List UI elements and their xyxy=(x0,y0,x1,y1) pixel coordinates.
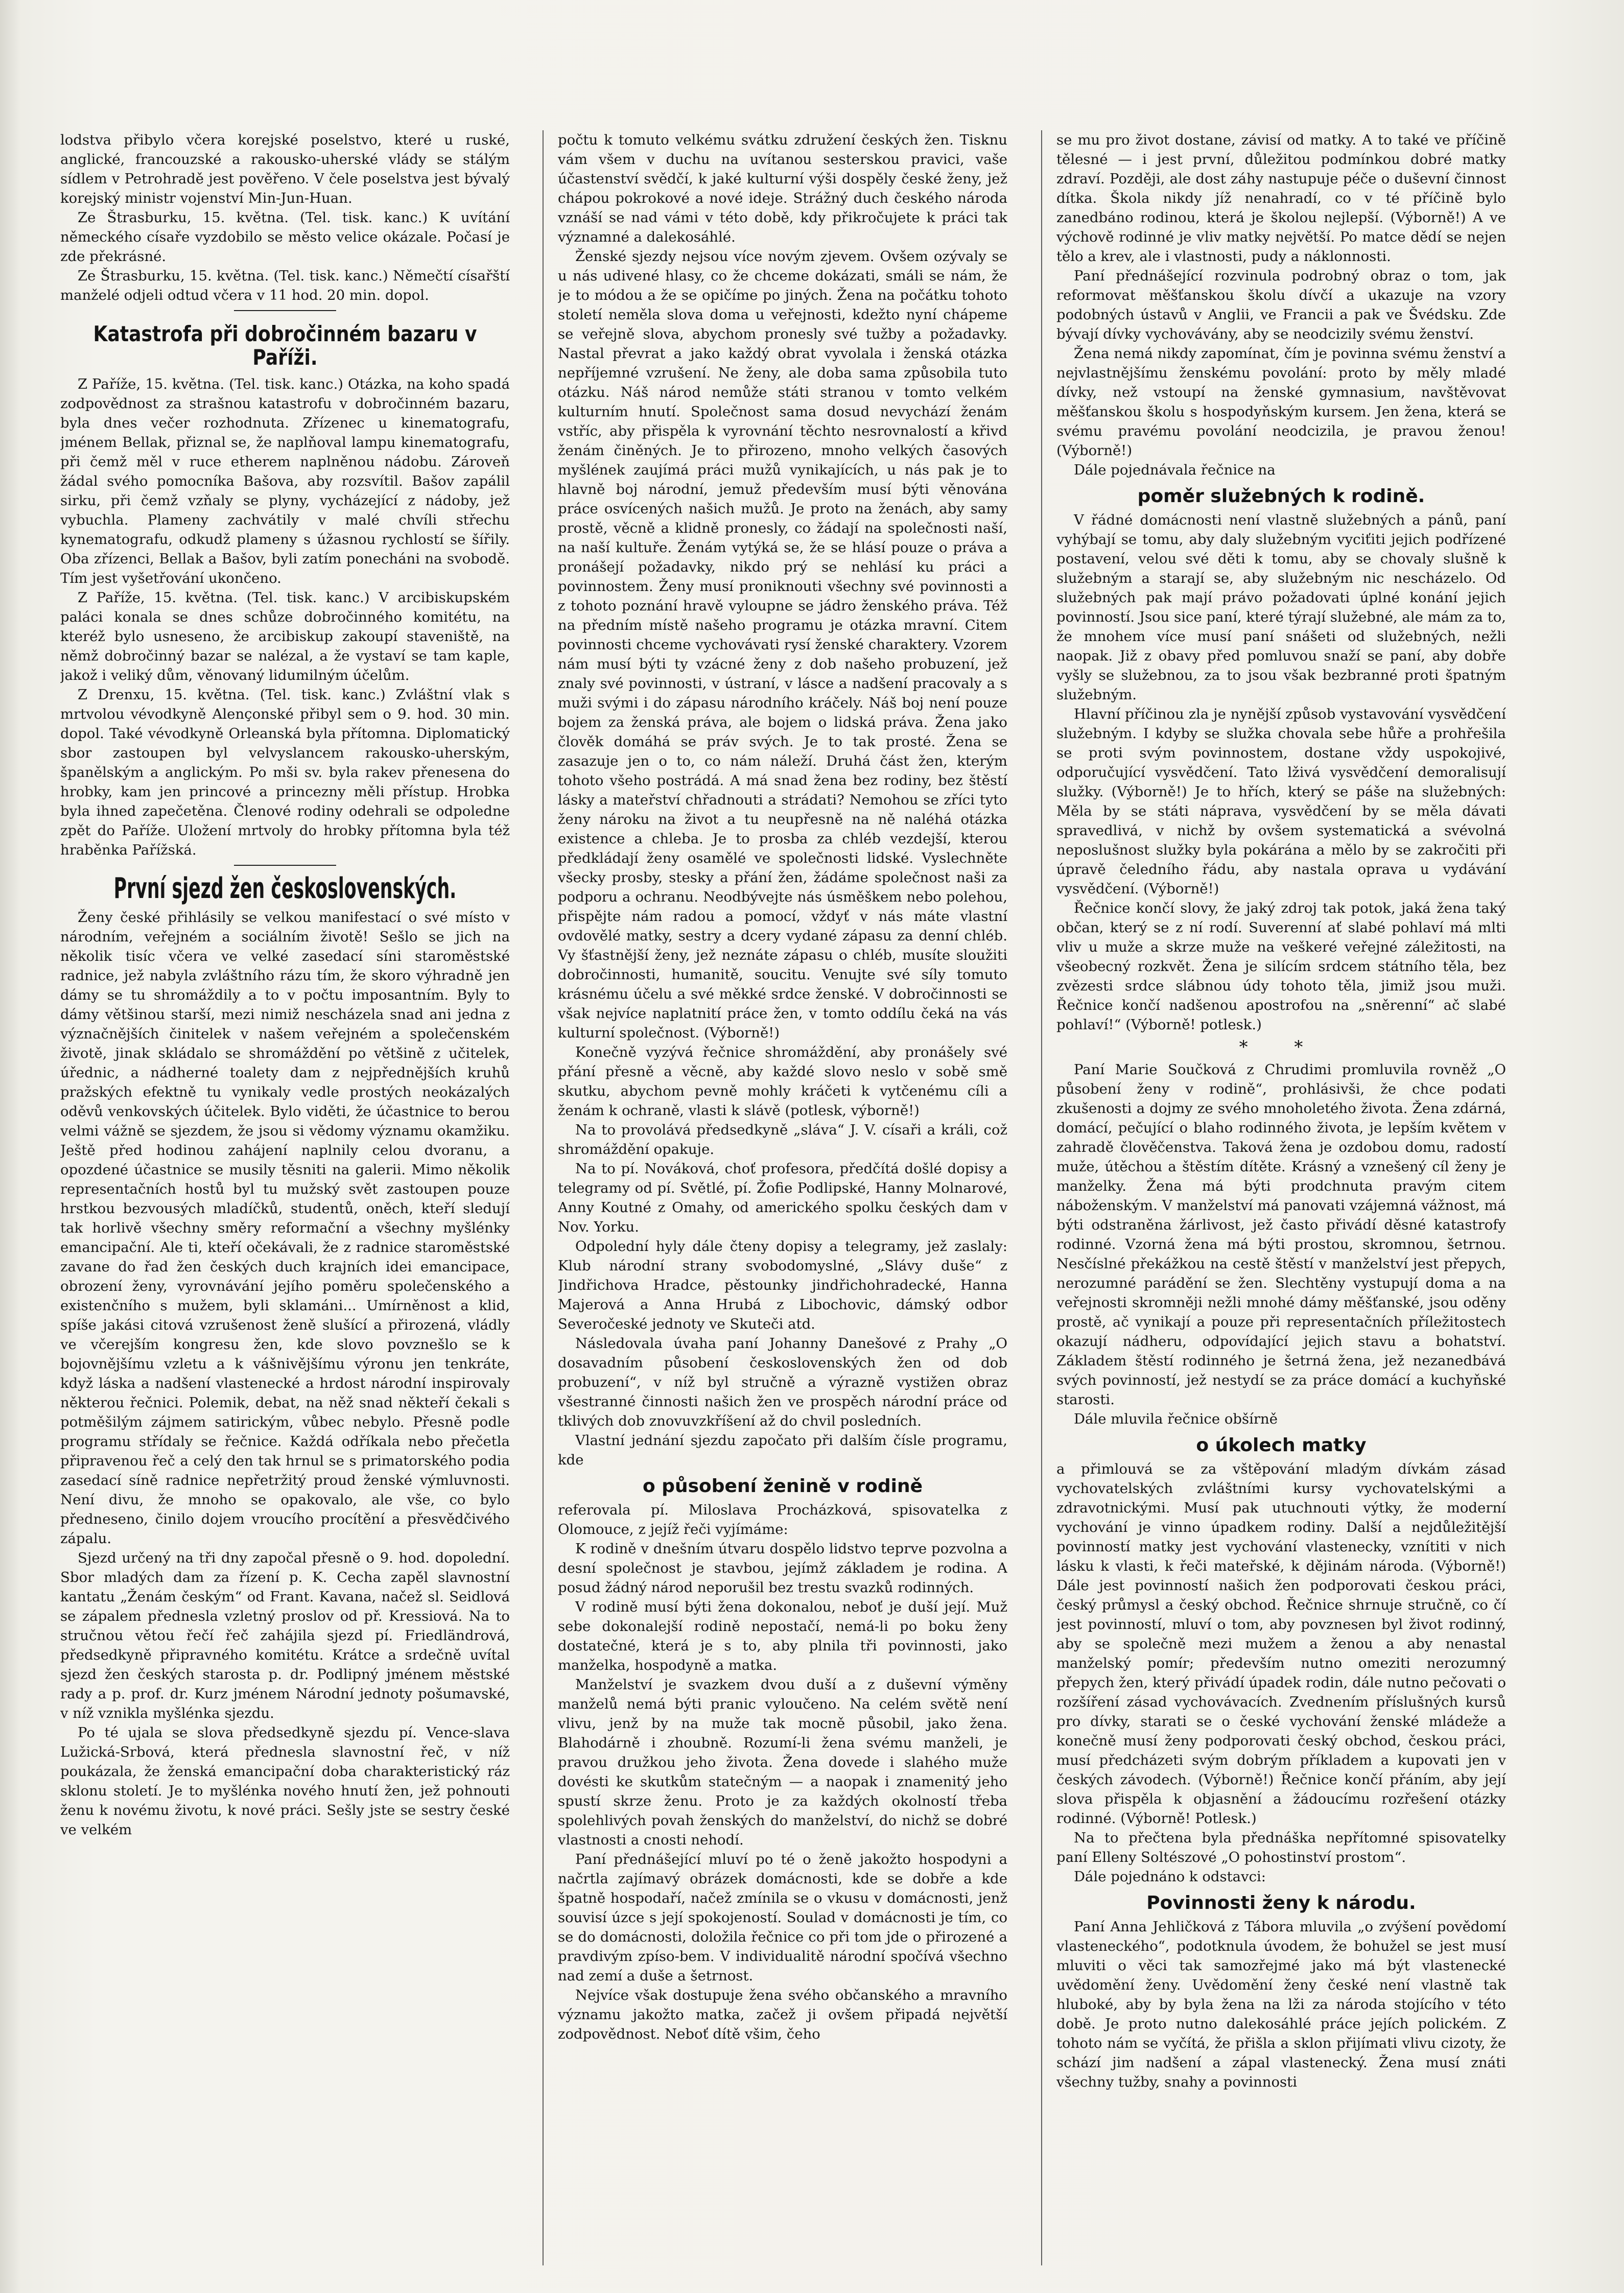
column-3 xyxy=(1056,130,1506,2276)
paragraph: Na to přečtena byla přednáška nepřítomné spisovatelky paní Elleny Soltészové „O pohostinství prostom“. xyxy=(1056,1830,1506,1865)
paragraph: Žena nemá nikdy zapomínat, čím je povinna svému ženství a nejvlastnějšímu ženskému povolání: proto by měly mladé dívky, než vstoupí na ženské gymnasium, navštěvovat měšťanskou školu s hospodyňským kursem. Jen žena, která se svému pravému povolání neodcizila, je pravou ženou! (Výborně!) xyxy=(1056,345,1506,459)
paragraph: Řečnice končí slovy, že jaký zdroj tak potok, jaká žena taký občan, který se z ní rodí. Suverenní ať slabé pohlaví má mlti vliv u muže a skrze muže na veškeré veřejné záležitosti, na všeobecný rozkvět. Žena je silícím srdcem státního těla, bez zvězesti srdce slábnou údy tohoto těla, jimiž jsou muži. Řečnice končí nadšenou apostrofou na „sněrenní“ ač slabé pohlaví!“ (Výborně! potlesk.) xyxy=(1056,900,1506,1033)
heading-womens-congress: První sjezd žen československých. xyxy=(113,872,457,905)
paragraph: Dále mluvila řečnice obšírně xyxy=(1074,1411,1278,1427)
heading-mother-tasks: o úkolech matky xyxy=(1196,1435,1367,1456)
news-item-strasburg-1: Ze Štrasburku, 15. května. (Tel. tisk. kanc.) K uvítání německého císaře vyzdobilo se město velice okázale. Počasí je zde překrásné. xyxy=(60,209,510,265)
heading-servants: poměr služebných k rodině. xyxy=(1137,486,1425,507)
paragraph: referovala pí. Miloslava Procházková, spisovatelka z Olomouce, z jejíž řeči vyjímáme: xyxy=(558,1502,1007,1538)
paragraph: Vlastní jednání sjezdu započato při dalším čísle programu, kde xyxy=(558,1432,1007,1468)
news-item-paris-2: Z Paříže, 15. května. (Tel. tisk. kanc.) V arcibiskupském paláci konala se dnes schůze dobročinného komitétu, na kteréž bylo usneseno, že arcibiskup zakoupí staveniště, na němž dobročinný bazar se nalézal, a že vystaví se tam kaple, jakož i veliký dům, věnovaný lidumilným účelům. xyxy=(60,589,510,683)
column-rule xyxy=(543,130,544,2265)
paragraph: Na to provolává předsedkyně „sláva“ J. V. císaři a králi, což shromáždění opakuje. xyxy=(558,1122,1007,1157)
heading-woman-in-family: o působení ženině v rodině xyxy=(642,1476,923,1497)
paragraph: Odpolední hyly dále čteny dopisy a telegramy, jež zaslaly: Klub národní strany svobodomyslné, „Slávy duše“ z Jindřichova Hradce, pěstounky jindřichohradecké, Hanna Majerová a Anna Hrubá z Libochovic, dámský odbor Severočeské jednoty ve Skuteči atd. xyxy=(558,1238,1007,1332)
paragraph: Dále pojednávala řečnice na xyxy=(1074,462,1276,478)
divider xyxy=(234,310,336,311)
paragraph: a přimlouvá se za vštěpování mladým dívkám zásad vychovatelských zvláštními kursy vychovatelskými a zdravotnickými. Musí pak utuchnouti výtky, že moderní vychování je vinno úpadkem rodiny. Další a nejdůležitější povinností matky jest vychování vlastenecky, vznítiti v nich lásku k vlasti, k řeči mateřské, k dějinám národa. (Výborně!) Dále jest povinností našich žen podporovati českou práci, český průmysl a český obchod. Řečnice shrnuje stručně, co čí jest povinností, mluví o tom, aby povznesen byl život rodinný, aby se společně mezi mužem a ženou a aby nenastal manželský pomír; především nutno omeziti nerozumný přepych žen, který přivádí úpadek rodin, dále nutno pečovati o rozšíření zásad vychovávacích. Zvednením příslušných kursů pro dívky, starati se o české vychování ženské mládeže a konečně musí ženy podporovati český obchod, českou práci, musí předcházeti svým dobrým příkladem a kupovati jen v českých závodech. (Výborně!) Řečnice končí přáním, aby její slova přispěla k objasnění a žádoucímu rozřešení otázky rodinné. (Výborně! Potlesk.) xyxy=(1056,1461,1506,1827)
paragraph: počtu k tomuto velkému svátku združení českých žen. Tisknu vám všem v duchu na uvítanou sesterskou pravici, vaše účastenství svědčí, k jaké kulturní výši dospěly české ženy, jež chápou pokrokové a nové ideje. Strážný duch českého národa vznáší se nad vámi v této době, kdy přikročujete k práci tak významné a dalekosáhlé. xyxy=(558,132,1007,245)
paragraph: K rodině v dnešním útvaru dospělo lidstvo teprve pozvolna a desní společnost je stavbou, jejímž základem je rodina. A posud žádný národ neporušil bez trestu svazků rodinných. xyxy=(558,1541,1007,1596)
paragraph: Konečně vyzývá řečnice shromáždění, aby pronášely své přání přesně a věcně, aby každé slovo neslo v sobě smě skutku, abychom pevně mohly kráčeti k vytčenému cíli a ženám k ochraně, vlasti k slávě (potlesk, výborně!) xyxy=(558,1044,1007,1119)
divider xyxy=(234,865,336,866)
paragraph: Paní přednášející rozvinula podrobný obraz o tom, jak reformovat měšťanskou školu dívčí a ukazuje na vzory podobných ústavů v Anglii, ve Francii a pak ve Švédsku. Zde bývají dívky vychovávány, aby se neodcizily svému ženství. xyxy=(1056,268,1506,342)
section-separator: * * xyxy=(1239,1037,1324,1057)
paragraph: Po té ujala se slova předsedkyně sjezdu pí. Vence-slava Lužická-Srbová, která přednesla slavnostní řeč, v níž poukázala, že ženská emancipační doba charakteristický ráz sklonu století. Je to myšlénka nového hnutí žen, jež pohnouti ženu k novému životu, k nové práci. Sešly jste se sestry české ve velkém xyxy=(60,1724,510,1838)
paragraph: Paní Anna Jehličková z Tábora mluvila „o zvýšení povědomí vlasteneckého“, podotknula úvodem, že bohužel se jest musí mluviti o věci tak samozřejmé jako má být vlastenecké uvědomění ženy. Uvědomění ženy české není vlastně tak hluboké, aby by byla žena na lži za národa stojícího v této době. Je proto nutno dalekosáhlé práce jejích polickém. Z tohoto nám se vyčítá, že přišla a sklon přijímati vlivu cizoty, že schází jim nadšení a zápal vlastenecký. Žena musí znáti všechny tužby, snahy a povinnosti xyxy=(1056,1919,1506,2090)
paragraph: Hlavní příčinou zla je nynější způsob vystavování vysvědčení služebným. I kdyby se služka chovala sebe hůře a prohřešila se proti svým povinnostem, dostane vždy uspokojivé, odporučující vysvědčení. Tato lživá vysvědčení demoralisují služky. (Výborně!) Je to hřích, který se páše na služebných: Měla by se státi náprava, vysvědčení by se měla dávati spravedlivá, v nichž by ovšem systematická a svévolná neposlušnost služky byla pokárána a mělo by se zakročiti při úpravě čeledního řádu, aby nastala oprava u vydávání vysvědčení. (Výborně!) xyxy=(1056,706,1506,897)
paragraph: Nejvíce však dostupuje žena svého občanského a mravního významu jakožto matka, začež ji ovšem připadá největší zodpovědnost. Neboť dítě všim, čeho xyxy=(558,1987,1007,2042)
news-item-strasburg-2: Ze Štrasburku, 15. května. (Tel. tisk. kanc.) Němečtí císařští manželé odjeli odtud včera v 11 hod. 20 min. dopol. xyxy=(60,268,510,303)
paragraph: Sjezd určený na tři dny započal přesně o 9. hod. dopolední. Sbor mladých dam za řízení p. K. Cecha zapěl slavnostní kantatu „Ženám českým“ od Frant. Kavana, načež sl. Seidlová se zápalem přednesla vzletný proslov od př. Kressiová. Na to stručnou větou řečí řeč zahájila sjezd pí. Friedländrová, předsedkyně připravného komitétu. Krátce a srdečně uvítal sjezd žen českých starosta p. dr. Podlipný jménem městské rady a p. prof. dr. Kurz jménem Národní jednoty pošumavské, v níž vznikla myšlénka sjezdu. xyxy=(60,1550,510,1721)
paragraph: Na to pí. Nováková, choť profesora, předčítá došlé dopisy a telegramy od pí. Světlé, pí. Žofie Podlipské, Hanny Molnarové, Anny Koutné z Omahy, od amerického spolku českých dam v Nov. Yorku. xyxy=(558,1161,1007,1235)
paragraph: Ženské sjezdy nejsou více novým zjevem. Ovšem ozývaly se u nás udivené hlasy, co že chceme dokázati, smáli se nám, že je to módou a že se opičíme po jiných. Žena na počátku tohoto století neměla slova doma u veřejnosti, kdežto nyní chápeme se veřejně slova, abychom pronesly své tužby a požadavky. Nastal převrat a jako každý obrat vyvolala i ženská otázka nepříjemné vzrušení. Ne ženy, ale doba sama způsobila tuto otázku. Náš národ nemůže státi stranou v tomto velkém kulturním hnutí. Společnost sama dosud nevychází ženám vstříc, aby přispěla k vyrovnání těchto nesrovnalostí a křivd ženám činěných. Je to přirozeno, mnoho velkých časových myšlének zaujímá práci mužů vynikajících, u nás pak je to hlavně boj národní, jemuž především musí býti věnována práce osvícených našich mužů. Je proto na ženách, aby samy prostě, věcně a klidně pronesly, co žádají na společnosti naší, na naší kultuře. Ženám vytýká se, že se hlásí pouze o práva a pronášejí požadavky, nikdo prý se nehlásí ku práci a povinnostem. Ženy musí proniknouti všechny své povinnosti a z tohoto poznání hravě vyloupne se jádro ženského práva. Též na předním místě našeho programu je otázka mravní. Citem povinnosti chceme vychovávati rysí ženské charaktery. Vzorem nám musí býti ty vzácné ženy z dob našeho probuzení, jež znaly své povinnosti, v ústraní, v lásce a nadšení pracovaly a s muži svými i do zápasu národního kráčely. Náš boj není pouze bojem za ženská práva, ale bojem o lidská práva. Žena jako člověk domáhá se práv svých. Je to tak prosté. Žena se zasazuje jen o to, co nám náleží. Druhá část žen, kterým tohoto všeho postrádá. A má snad žena bez rodiny, bez štěstí lásky a mateřství chřadnouti a strádati? Nemohou se zříci tyto ženy nároku na život a tu neupřesně na ně naléhá otázka existence a chleba. Je to prosba za chléb vezdejší, kterou předkládají ženy osamělé ve společnosti lidské. Vyslechněte všecky prosby, stesky a přání žen, žádáme společnost naši za podporu a ochranu. Neodbývejte nás úsměškem nebo polehou, přispějte nám radou a pomocí, vždyť v nás máte vlastní ovdovělé matky, sestry a dcery vydané zápasu za denní chléb. Vy šťastnější ženy, jež neznáte zápasu o chléb, musíte sloužiti dobročinnosti, humanitě, soucitu. Venujte své síly tomuto krásnému účelu a své měkké srdce ženské. V dobročinnosti se však nejvíce naplatnití práce žen, v tomto oddílu čeká na vás kulturní společnost. (Výborně!) xyxy=(558,248,1007,1041)
column-1 xyxy=(60,130,510,2276)
page-edge-shadow xyxy=(0,0,20,2293)
news-item-paris-1: Z Paříže, 15. května. (Tel. tisk. kanc.) Otázka, na koho spadá zodpovědnost za strašnou katastrofu v dobročinném bazaru, byla dnes večer rozhodnuta. Zřízenec u kinematografu, jménem Bellak, přiznal se, že naplňoval lampu kinematografu, při čemž měl v ruce etherem naplněnou nádobu. Zároveň žádal svého pomocníka Bašova, aby rozsvítil. Bašov zapálil sirku, při čemž vzňaly se plyny, vycházející z nádoby, jež vybuchla. Plameny zachvátily v malé chvíli střechu kynematografu, odkudž plameny s úžasnou rychlostí se šířily. Oba zřízenci, Bellak a Bašov, byli zatím ponecháni na svobodě. Tím jest vyšetřování ukončeno. xyxy=(60,376,510,586)
paragraph: se mu pro život dostane, závisí od matky. A to také ve příčině tělesné — i jest první, důležitou podmínkou dobré matky zdraví. Později, ale dost záhy nastupuje péče o duševní činnost dítka. Škola nikdy jíž nenahradí, co v té příčině bylo zanedbáno rodinou, která je školou nejlepší. (Výborně!) A ve výchově rodinné je vliv matky největší. Po matce dědí se nejen tělo a krev, ale i vlastnosti, pudy a náklonnosti. xyxy=(1056,132,1506,265)
paragraph: V řádné domácnosti není vlastně služebných a pánů, paní vyhýbají se tomu, aby daly služebným vyciťiti jejich podřízené postavení, velou své děti k tomu, aby se chovaly slušně k služebným a starají se, aby služebným nic nescházelo. Od služebných pak mají právo požadovati úplné konání jejich povinností. Jsou sice paní, které týrají služebné, ale mám za to, že mnohem více musí paní snášeti od služebných, nežli naopak. Již z obavy před pomluvou snaží se paní, aby dobře vyšly se služebnou, za to jsou však bezbranné proti špatným služebným. xyxy=(1056,512,1506,703)
paragraph: Manželství je svazkem dvou duší a z duševní výměny manželů nemá býti pranic vyloučeno. Na celém světě není vlivu, jenž by na muže tak mocně působil, jako žena. Blahodárně i zhoubně. Rozumí-li žena svému manželi, je pravou družkou jeho života. Žena dovede i slahého muže dovésti ke skutkům statečným — a naopak i znamenitý jeho spustí skrze ženu. Proto je za každých okolností třeba spolehlivých povah ženských do manželství, do nichž se dobré vlastnosti a cnosti nehodí. xyxy=(558,1676,1007,1848)
column-rule xyxy=(1041,130,1042,2265)
paragraph: Následovala úvaha paní Johanny Danešové z Prahy „O dosavadním působení československých žen od dob probuzení“, v níž byl stručně a výrazně vystižen obraz všestranné činnosti našich žen ve prospěch národní práce od tklivých dob znovuvzkříšení až do chvil posledních. xyxy=(558,1335,1007,1429)
paragraph: Ženy české přihlásily se velkou manifestací o své místo v národním, veřejném a sociálním životě! Sešlo se jich na několik tisíc včera ve velké zasedací síni staroměstské radnice, jež nabyla zvláštního rázu tím, že skoro výhradně jen dámy se tu shromáždily a to v počtu imposantním. Byly to dámy většinou starší, mezi nimiž nescházela snad ani jedna z význačnějších činitelek v našem veřejném a společenském životě, jinak skládalo se shromáždění po většině z učitelek, úřednic, a nádherné toalety dam z nejpřednějších kruhů pražských efektně tu vynikaly vedle prostých neokázalých oděvů venkovských účitelek. Bylo viděti, že účastnice to berou velmi vážně se sjezdem, že jsou si vědomy významu okamžiku. Ještě před hodinou zahájení naplnily celou dvoranu, a opozdené účastnice se musily těsniti na galerii. Mimo několik representačních hostů byl tu mužský svět zastoupen pouze hrstkou bezvousých mladíčků, studentů, oněch, kteří sledují tak horlivě všechny směry reformační a všechny myšlénky emancipační. Ale ti, kteří očekávali, že z radnice staroměstské zavane do řad žen českých duch krajních idei emancipace, obrození ženy, vyrovnávání jejího poměru společenského a existenčního s mužem, byli sklamáni... Umírněnost a klid, spíše jakási citová vzrušenost ženě slušící a přirozená, vládly ve včerejším kongresu žen, kde slovo povznešlo se k bojovnějšímu vzletu a k vášnivějšímu výronu jen tenkráte, když láska a nadšení vlastenecké a hrdost národní inspirovaly některou řečnici. Polemik, debat, na něž snad někteří čekali s potměšilým zájmem satirickým, vůbec nebylo. Přesně podle programu střídaly se řečnice. Každá odříkala nebo přečetla připravenou řeč a celý den tak hrnul se s primatorského podia zasedací síně radnice nepřetržitý proud ženské výmluvnosti. Není divu, že mnoho se opakovalo, ale vše, co bylo předneseno, činilo dojem vroucího procítění a přesvědčivého zápalu. xyxy=(60,909,510,1547)
news-item-dreux: Z Drenxu, 15. května. (Tel. tisk. kanc.) Zvláštní vlak s mrtvolou vévodkyně Alençonské přibyl sem o 9. hod. 30 min. dopol. Také vévodkyně Orleanská byla přítomna. Diplomatický sbor zastoupen byl velvyslancem rakousko-uherským, španělským a anglickým. Po mši sv. byla rakev přenesena do hrobky, kam jen princové a princezny měli přístup. Hrobka byla ihned zapečetěna. Členové rodiny odehrali se odpoledne zpět do Paříže. Uložení mrtvoly do hrobky přítomna byla též hraběnka Pařížská. xyxy=(60,687,510,858)
heading-duties-to-nation: Povinnosti ženy k národu. xyxy=(1146,1893,1416,1913)
heading-bazaar-catastrophe: Katastrofa při dobročinném bazaru v Paříži. xyxy=(93,321,477,370)
paragraph: Dále pojednáno k odstavci: xyxy=(1074,1869,1266,1885)
paragraph: Paní přednášející mluví po té o ženě jakožto hospodyni a načrtla zajímavý obrázek domácnosti, kde se dobře a kde špatně hospodaří, načež zmínila se o vkusu v domácnosti, jenž souvisí úzce s její spokojeností. Soulad v domácnosti je tím, co se do domácnosti, doložila řečnice co při tom jde o přirozené a pravdivým zpíso-bem. V individualitě národní spočívá všechno nad zemí a duše a šetrnost. xyxy=(558,1851,1007,1984)
paragraph: Paní Marie Součková z Chrudimi promluvila rovněž „O působení ženy v rodině“, prohlásivši, že chce podati zkušenosti a dojmy ze svého mnoholetého života. Žena zdárná, domácí, pečující o blaho rodinného života, je lepším květem v zahradě člověčenstva. Taková žena je ozdobou domu, radostí muže, útěchou a štěstím dítěte. Krásný a vznešený cíl ženy je manželky. Žena má býti prodchnuta pravým citem náboženským. V manželství má panovati vzájemná vážnost, má býti odstraněna žárlivost, jež často přivádí děsné katastrofy rodinné. Vzorná žena má býti prostou, skromnou, šetrnou. Nesčíslné překážkou na cestě štěstí v manželství jest přepych, nerozumné parádění se žen. Slechtěny vystupují doma a na veřejnosti skromněji nežli mnohé dámy měšťanské, jsou oděny prostě, ač vynikají a pouze při representačních příležitostech okazují nádheru, odpovídající jejich stavu a bohatství. Základem štěstí rodinného je šetrná žena, jež nezanedbává svých povinností, jež nestydí se za práce domácí a kuchyňské starosti. xyxy=(1056,1061,1506,1408)
paragraph: lodstva přibylo včera korejské poselstvo, které u ruské, anglické, francouzské a rakousko-uherské vlády se stálým sídlem v Petrohradě jest pověřeno. V čele poselstva jest bývalý korejský ministr vojenství Min-Jun-Huan. xyxy=(60,132,510,206)
paragraph: V rodině musí býti žena dokonalou, neboť je duší její. Muž sebe dokonalejší rodině nepostačí, nemá-li po boku ženy dostatečné, která je s to, aby plnila tři povinnosti, jako manželka, hospodyně a matka. xyxy=(558,1599,1007,1673)
column-2 xyxy=(558,130,1007,2276)
